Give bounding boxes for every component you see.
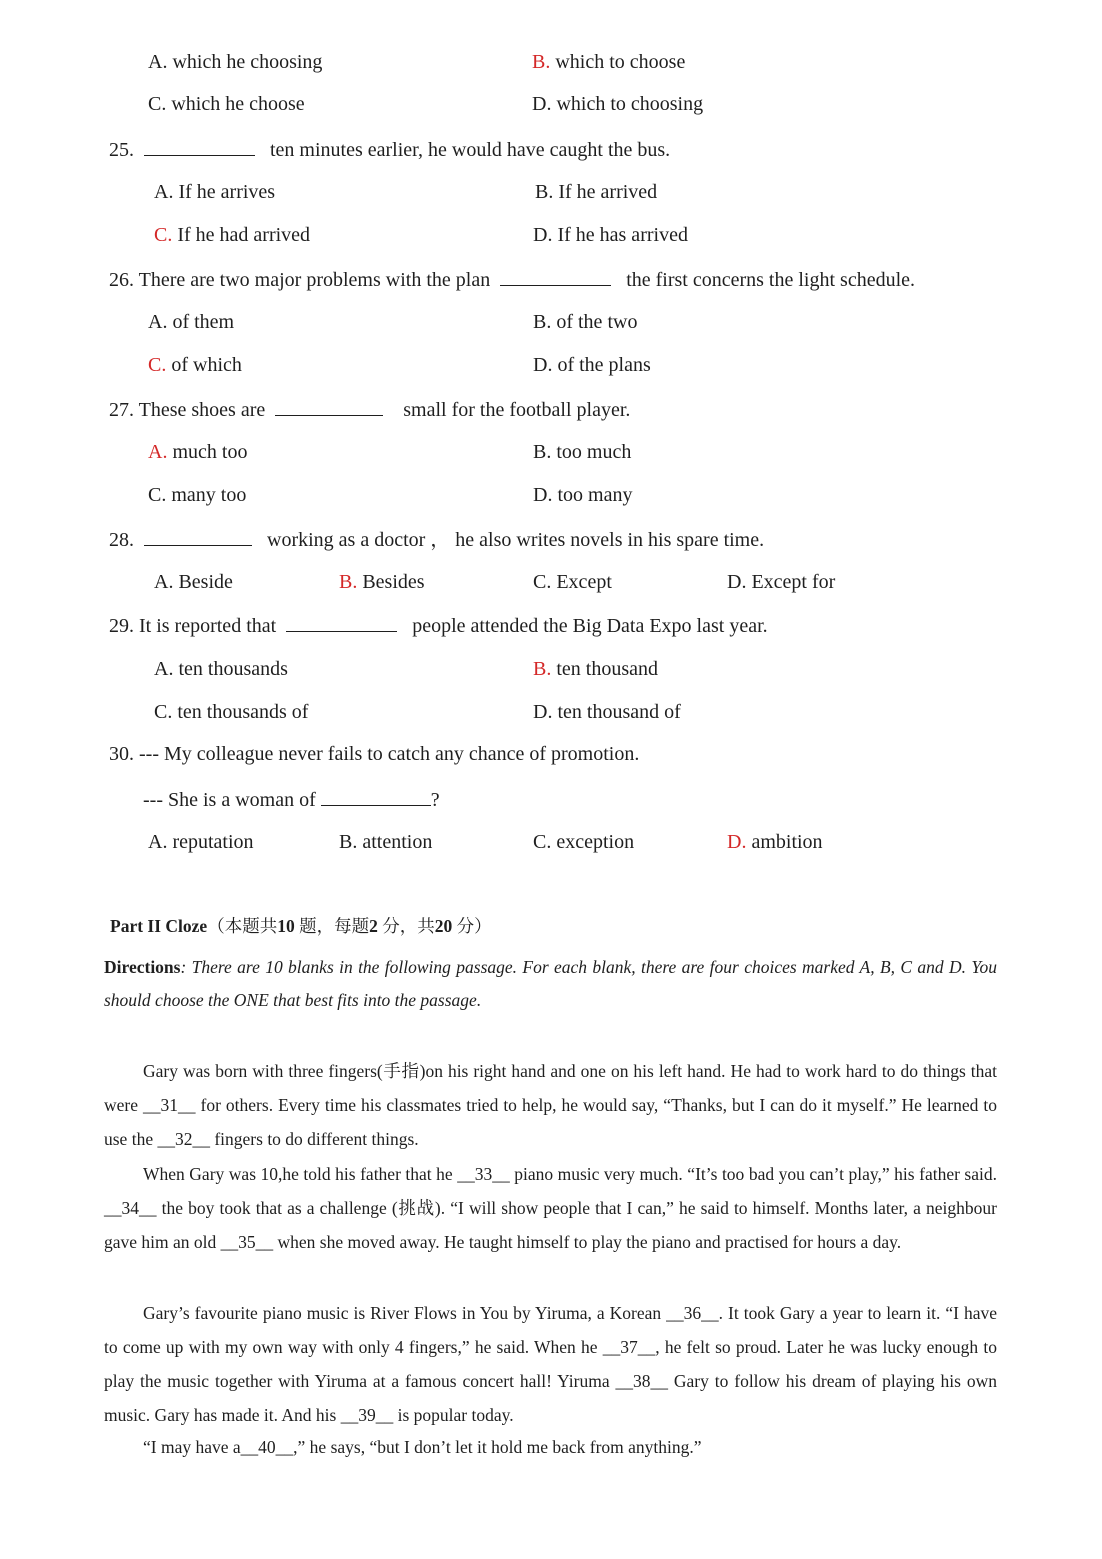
q25-stem (109, 137, 670, 162)
passage-paragraph-1: Gary was born with three fingers(手指)on his right hand and one on his left hand. He had to work hard to do things that were __31__ for others. Every time his classmates tried to help, he would say, “Thanks, but I can do it myself.” He learned to use the __32__ fingers to do different things. (104, 1061, 997, 1149)
option-letter: A. (154, 571, 174, 593)
passage-text: Gary to follow his dream of playing his own music. Gary has made it. And his (104, 1371, 997, 1425)
q25-option-c[interactable] (154, 223, 310, 247)
option-letter-answer: D. (727, 831, 747, 853)
option-text: of the plans (557, 354, 651, 376)
section-meta-total: 20 (434, 916, 453, 936)
passage-text: is popular today. (393, 1405, 514, 1425)
option-letter: D. (532, 93, 552, 115)
stem-text: people attended the Big Data Expo last year. (412, 615, 768, 637)
q30-option-d[interactable] (727, 830, 823, 854)
q29-option-d[interactable] (533, 700, 681, 724)
option-letter: A. (148, 51, 168, 73)
cloze-blank-33[interactable]: 33 (474, 1164, 493, 1184)
passage-text: piano music very much. “It’s too bad you can’t play,” his father said. (509, 1164, 997, 1184)
option-text: ten thousand (556, 658, 658, 680)
stem-text: --- She is a woman of (143, 789, 316, 811)
section-meta: 分） (452, 916, 492, 936)
option-text: of which (171, 354, 242, 376)
passage-text: , he felt so proud. Later he was lucky enough to play the music together with Yiruma at a famous concert hall! Yiruma (104, 1337, 997, 1391)
cloze-blank-34[interactable]: 34 (121, 1198, 139, 1218)
stem-text: 26. There are two major problems with the plan (109, 269, 491, 291)
q27-option-b[interactable] (533, 440, 631, 464)
stem-text: ? (430, 789, 440, 811)
section-title: Part II Cloze (110, 916, 208, 936)
stem-text: ten minutes earlier, he would have caught the bus. (270, 139, 671, 161)
option-text: Except (556, 571, 612, 593)
answer-blank[interactable] (144, 527, 252, 546)
option-text: of them (172, 311, 235, 333)
section-heading (110, 914, 492, 938)
passage-paragraph-2: When Gary was 10,he told his father that he __33__ piano music very much. “It’s too bad you can’t play,” his father said. __34__ the boy took that as a challenge (挑战). “I will show people that I can,” he said to himself. Months later, a neighbour gave him an old __35__ when she moved away. He taught himself to play the piano and practised for hours a day. (104, 1164, 997, 1252)
q27-option-a[interactable] (148, 440, 247, 464)
q29-stem (109, 613, 768, 638)
section-meta-score: 2 (369, 916, 378, 936)
answer-blank[interactable] (275, 397, 383, 416)
answer-blank[interactable] (321, 787, 431, 806)
option-letter: D. (533, 224, 553, 246)
q30-option-c[interactable] (533, 830, 634, 854)
question-number: 28. (109, 529, 134, 551)
directions-text: : There are 10 blanks in the following passage. For each blank, there are four choices marked A, B, C and D. You should choose the ONE that best fits into the passage. (104, 957, 997, 1010)
option-letter-answer: A. (148, 441, 168, 463)
q24-option-d[interactable] (532, 92, 703, 116)
option-letter: D. (533, 484, 553, 506)
q26-option-c[interactable] (148, 353, 242, 377)
cloze-blank-39[interactable]: 39 (358, 1405, 376, 1425)
cloze-blank-31[interactable]: 31 (160, 1095, 179, 1115)
q24-option-b[interactable] (532, 50, 685, 74)
passage-text: When Gary was 10,he told his father that he (143, 1164, 458, 1184)
option-letter: C. (533, 831, 552, 853)
answer-blank[interactable] (286, 613, 397, 632)
option-letter: A. (154, 181, 174, 203)
option-letter: B. (339, 831, 358, 853)
stem-text: 29. It is reported that (109, 615, 277, 637)
option-letter-answer: C. (154, 224, 173, 246)
q28-option-d[interactable] (727, 570, 835, 594)
q28-option-c[interactable] (533, 570, 612, 594)
stem-text: the first concerns the light schedule. (626, 269, 916, 291)
stem-text: working as a doctor ， he also writes novels in his spare time. (267, 529, 765, 551)
option-letter: C. (533, 571, 552, 593)
section-meta: 题，每题 (294, 916, 370, 936)
q28-option-a[interactable] (154, 570, 233, 594)
option-text: Besides (362, 571, 425, 593)
q27-option-d[interactable] (533, 483, 632, 507)
option-letter-answer: B. (532, 51, 551, 73)
q25-option-b[interactable] (535, 180, 657, 204)
option-letter: A. (148, 311, 168, 333)
option-text: attention (362, 831, 433, 853)
option-text: many too (171, 484, 247, 506)
option-text: Beside (178, 571, 233, 593)
q25-option-d[interactable] (533, 223, 688, 247)
section-meta: （本题共 (207, 916, 278, 936)
cloze-blank-37[interactable]: 37 (620, 1337, 638, 1357)
answer-blank[interactable] (144, 137, 255, 156)
passage-text: for others. Every time his classmates tried to help, he would say, “Thanks, but I can do it myself.” He learned to use the (104, 1095, 997, 1149)
q27-option-c[interactable] (148, 483, 246, 507)
option-text: exception (556, 831, 635, 853)
option-text: which to choose (555, 51, 686, 73)
cloze-blank-36[interactable]: 36 (683, 1303, 702, 1323)
option-text: which he choosing (172, 51, 323, 73)
option-letter: C. (154, 701, 173, 723)
passage-paragraph-3: Gary’s favourite piano music is River Flows in You by Yiruma, a Korean __36__. It took Gary a year to learn it. “I have to come up with my own way with only 4 fingers,” he said. When he __37__, he felt so proud. Later he was lucky enough to play the music together with Yiruma at a famous concert hall! Yiruma __38__ Gary to follow his dream of playing his own music. Gary has made it. And his __39__ is popular today. (104, 1303, 997, 1425)
option-text: If he has arrived (557, 224, 688, 246)
option-letter: B. (535, 181, 554, 203)
option-text: If he arrives (178, 181, 276, 203)
cloze-blank-38[interactable]: 38 (633, 1371, 651, 1391)
q29-option-c[interactable] (154, 700, 308, 724)
directions (104, 951, 997, 1017)
stem-text: 27. These shoes are (109, 399, 266, 421)
option-text: too many (557, 484, 633, 506)
passage-text: Gary was born with three fingers(手指)on his right hand and one on his left hand. He had to work hard to do things that were (104, 1061, 997, 1115)
passage-text: the boy took that as a challenge (挑战). “I will show people that I can,” he said to himself. Months later, a neighbour gave him an old (104, 1198, 997, 1252)
q30-option-a[interactable] (148, 830, 254, 854)
option-letter-answer: B. (339, 571, 358, 593)
passage-text: ,” he says, “but I don’t let it hold me back from anything.” (293, 1437, 702, 1457)
directions-label: Directions (104, 957, 181, 977)
option-text: ten thousands of (177, 701, 309, 723)
option-text: ambition (751, 831, 823, 853)
option-letter: C. (148, 93, 167, 115)
passage-paragraph-4: “I may have a__40__,” he says, “but I don’t let it hold me back from anything.” (143, 1437, 702, 1457)
option-text: too much (556, 441, 632, 463)
q24-option-c[interactable] (148, 92, 305, 116)
q30-stem: 30. --- My colleague never fails to catch any chance of promotion. (109, 743, 640, 765)
q26-option-d[interactable] (533, 353, 651, 377)
q26-option-a[interactable] (148, 310, 234, 334)
option-letter-answer: C. (148, 354, 167, 376)
option-text: of the two (556, 311, 638, 333)
option-letter: D. (533, 701, 553, 723)
option-text: If he had arrived (177, 224, 311, 246)
answer-blank[interactable] (500, 267, 611, 286)
cloze-blank-32[interactable]: 32 (174, 1129, 193, 1149)
option-letter: B. (533, 441, 552, 463)
q27-stem (109, 397, 630, 422)
option-letter: D. (727, 571, 747, 593)
option-letter: B. (533, 311, 552, 333)
option-text: which to choosing (556, 93, 704, 115)
option-text: ten thousand of (557, 701, 681, 723)
cloze-blank-35[interactable]: 35 (238, 1232, 256, 1252)
passage-text: . It took Gary a year to learn it. “I have to come up with my own way with only 4 fingers,” he said. When he (104, 1303, 997, 1357)
option-letter: A. (148, 831, 168, 853)
passage-text: when she moved away. He taught himself to play the piano and practised for hours a day. (273, 1232, 902, 1252)
cloze-blank-40[interactable]: 40 (258, 1437, 276, 1457)
section-meta-count: 10 (277, 916, 295, 936)
q24-option-a[interactable] (148, 50, 322, 74)
q30-option-b[interactable] (339, 830, 432, 854)
q25-option-a[interactable] (154, 180, 275, 204)
passage-text: “I may have a (143, 1437, 241, 1457)
q26-option-b[interactable] (533, 310, 637, 334)
q28-option-b[interactable] (339, 570, 425, 594)
option-letter: C. (148, 484, 167, 506)
q28-stem (109, 527, 764, 552)
option-letter-answer: B. (533, 658, 552, 680)
q30-stem-response (143, 787, 440, 812)
section-meta: 分，共 (377, 916, 435, 936)
option-text: reputation (172, 831, 254, 853)
option-letter: D. (533, 354, 553, 376)
passage-text: fingers to do different things. (209, 1129, 419, 1149)
passage-text: Gary’s favourite piano music is River Flows in You by Yiruma, a Korean (143, 1303, 667, 1323)
stem-text: small for the football player. (403, 399, 631, 421)
question-number: 25. (109, 139, 134, 161)
option-text: Except for (751, 571, 836, 593)
option-text: much too (172, 441, 248, 463)
q26-stem (109, 267, 915, 292)
option-text: which he choose (171, 93, 305, 115)
q29-option-b[interactable] (533, 657, 658, 681)
q29-option-a[interactable] (154, 657, 288, 681)
option-text: If he arrived (558, 181, 658, 203)
option-letter: A. (154, 658, 174, 680)
option-text: ten thousands (178, 658, 288, 680)
